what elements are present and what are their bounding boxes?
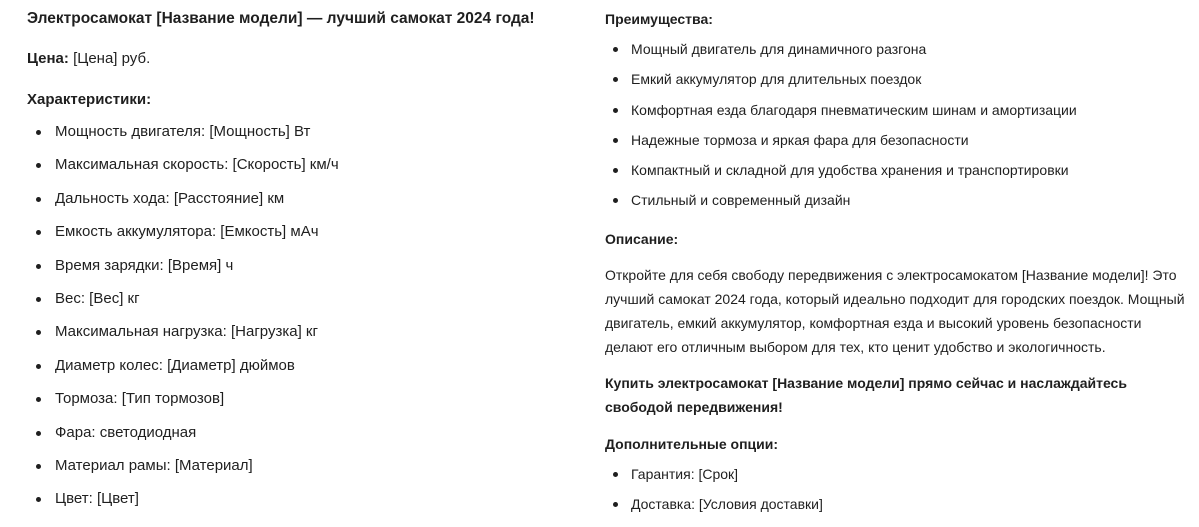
advantages-heading: Преимущества: xyxy=(605,11,713,27)
spec-item: Время зарядки: [Время] ч xyxy=(27,257,339,290)
spec-item: Вес: [Вес] кг xyxy=(27,290,339,323)
price-label: Цена: xyxy=(27,50,69,67)
spec-item: Фара: светодиодная xyxy=(27,424,339,457)
spec-item: Дальность хода: [Расстояние] км xyxy=(27,190,339,223)
spec-item: Емкость аккумулятора: [Емкость] мАч xyxy=(27,223,339,256)
spec-item: Диаметр колес: [Диаметр] дюймов xyxy=(27,357,339,390)
advantage-item: Мощный двигатель для динамичного разгона xyxy=(605,41,1077,71)
advantage-item: Надежные тормоза и яркая фара для безопасности xyxy=(605,132,1077,162)
option-item: Гарантия: [Срок] xyxy=(605,466,823,496)
spec-item: Мощность двигателя: [Мощность] Вт xyxy=(27,123,339,156)
spec-item: Тормоза: [Тип тормозов] xyxy=(27,390,339,423)
price-line xyxy=(27,50,150,67)
description-text: Откройте для себя свободу передвижения с электросамокатом [Название модели]! Это лучший самокат 2024 года, который идеально подходит для городских поездок. Мощный двигатель, емкий аккумулятор, комфортная езда и высокий уровень безопасности делают его отличным выбором для тех, кто ценит удобство и экологичность. xyxy=(605,267,1185,355)
specs-heading: Характеристики: xyxy=(27,91,152,108)
options-list xyxy=(605,466,823,527)
spec-item: Максимальная нагрузка: [Нагрузка] кг xyxy=(27,323,339,356)
options-heading: Дополнительные опции: xyxy=(605,436,779,452)
spec-item: Материал рамы: [Материал] xyxy=(27,457,339,490)
advantages-list xyxy=(605,41,1077,223)
description-heading: Описание: xyxy=(605,231,679,247)
product-title: Электросамокат [Название модели] — лучший самокат 2024 года! xyxy=(27,10,535,27)
advantage-item: Стильный и современный дизайн xyxy=(605,192,1077,222)
option-item: Доставка: [Условия доставки] xyxy=(605,496,823,526)
advantage-item: Емкий аккумулятор для длительных поездок xyxy=(605,71,1077,101)
advantage-item: Компактный и складной для удобства хранения и транспортировки xyxy=(605,162,1077,192)
spec-item: Максимальная скорость: [Скорость] км/ч xyxy=(27,156,339,189)
call-to-action: Купить электросамокат [Название модели] прямо сейчас и наслаждайтесь свободой передвижения! xyxy=(605,375,1127,415)
price-value: [Цена] руб. xyxy=(73,50,151,67)
advantage-item: Комфортная езда благодаря пневматическим шинам и амортизации xyxy=(605,102,1077,132)
spec-item: Цвет: [Цвет] xyxy=(27,490,339,523)
specs-list xyxy=(27,123,339,524)
